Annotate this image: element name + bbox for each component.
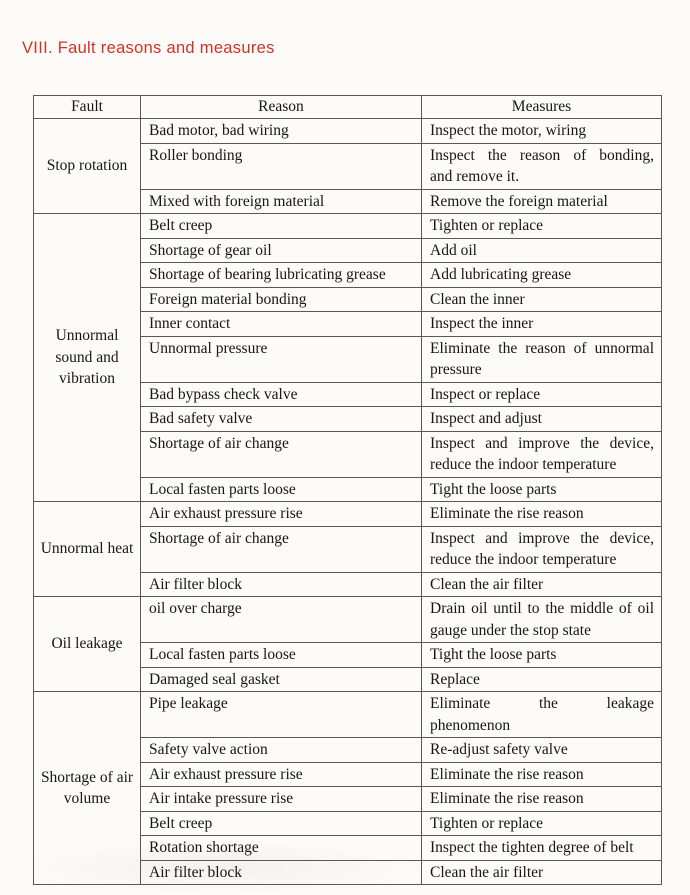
table-row [34, 502, 662, 527]
reason-cell: Local fasten parts loose [141, 477, 422, 502]
measure-cell: Clean the inner [422, 287, 662, 312]
reason-cell: Bad safety valve [141, 407, 422, 432]
measure-cell: Tight the loose parts [422, 643, 662, 668]
col-header-fault: Fault [34, 96, 141, 119]
measure-cell: Tighten or replace [422, 811, 662, 836]
measure-cell: Clean the air filter [422, 572, 662, 597]
cell-line: Inspect and improve the device, [430, 529, 654, 547]
measure-cell [422, 143, 662, 189]
table-header [34, 96, 662, 119]
fault-cell-oil-leakage: Oil leakage [34, 597, 141, 692]
measure-cell: Eliminate the rise reason [422, 502, 662, 527]
reason-cell: Air intake pressure rise [141, 787, 422, 812]
measure-cell: Clean the air filter [422, 860, 662, 885]
reason-cell: Roller bonding [141, 143, 422, 189]
measure-cell: Add oil [422, 238, 662, 263]
table-row [34, 119, 662, 144]
measure-cell: Add lubricating grease [422, 263, 662, 288]
cell-line: phenomenon [430, 716, 511, 734]
fault-table [33, 95, 662, 885]
reason-cell: Shortage of air change [141, 526, 422, 572]
reason-cell: Shortage of bearing lubricating grease [141, 263, 422, 288]
reason-cell: Safety valve action [141, 738, 422, 763]
reason-cell: Shortage of air change [141, 431, 422, 477]
fault-cell-unnormal-heat: Unnormal heat [34, 502, 141, 597]
reason-cell: Air filter block [141, 572, 422, 597]
cell-line: Inspect and improve the device, [430, 434, 654, 452]
table-body [34, 119, 662, 885]
table-row [34, 597, 662, 643]
measure-cell: Eliminate the rise reason [422, 762, 662, 787]
reason-cell: Bad bypass check valve [141, 382, 422, 407]
measure-cell: Eliminate the rise reason [422, 787, 662, 812]
measure-cell: Inspect the inner [422, 312, 662, 337]
measure-cell: Replace [422, 667, 662, 692]
reason-cell: Mixed with foreign material [141, 189, 422, 214]
reason-cell: Foreign material bonding [141, 287, 422, 312]
measure-cell: Tighten or replace [422, 214, 662, 239]
reason-cell: Air filter block [141, 860, 422, 885]
cell-line: pressure [430, 361, 482, 378]
measure-cell [422, 692, 662, 738]
reason-cell: oil over charge [141, 597, 422, 643]
measure-cell: Remove the foreign material [422, 189, 662, 214]
fault-cell-unnormal-sound-and-vibration: Unnormal sound and vibration [34, 214, 141, 502]
reason-cell: Belt creep [141, 214, 422, 239]
cell-line: Inspect the reason of bonding, [430, 146, 654, 164]
cell-line: gauge under the stop state [430, 621, 591, 639]
measure-cell [422, 336, 662, 382]
measure-cell: Inspect the tighten degree of belt [422, 836, 662, 861]
reason-cell: Local fasten parts loose [141, 643, 422, 668]
reason-cell: Air exhaust pressure rise [141, 762, 422, 787]
col-header-measures: Measures [422, 96, 662, 119]
reason-cell: Pipe leakage [141, 692, 422, 738]
col-header-reason: Reason [141, 96, 422, 119]
reason-cell: Unnormal pressure [141, 336, 422, 382]
reason-cell: Rotation shortage [141, 836, 422, 861]
fault-cell-shortage-of-air-volume: Shortage of air volume [34, 692, 141, 885]
table-row [34, 214, 662, 239]
measure-cell: Inspect and adjust [422, 407, 662, 432]
cell-line: Eliminate the leakage [430, 695, 654, 712]
measure-cell [422, 597, 662, 643]
cell-line: and remove it. [430, 168, 520, 185]
table-row [34, 692, 662, 738]
measure-cell: Inspect or replace [422, 382, 662, 407]
measure-cell: Inspect the motor, wiring [422, 119, 662, 144]
measure-cell: Re-adjust safety valve [422, 738, 662, 763]
fault-cell-stop-rotation: Stop rotation [34, 119, 141, 214]
measure-cell: Tight the loose parts [422, 477, 662, 502]
reason-cell: Air exhaust pressure rise [141, 502, 422, 527]
measure-cell [422, 526, 662, 572]
cell-line: reduce the indoor temperature [430, 551, 617, 568]
reason-cell: Shortage of gear oil [141, 238, 422, 263]
header-row [34, 96, 662, 119]
page-title: VIII. Fault reasons and measures [22, 39, 275, 57]
cell-line: Eliminate the reason of unnormal [430, 339, 654, 357]
reason-cell: Damaged seal gasket [141, 667, 422, 692]
reason-cell: Inner contact [141, 312, 422, 337]
reason-cell: Belt creep [141, 811, 422, 836]
reason-cell: Bad motor, bad wiring [141, 119, 422, 144]
cell-line: reduce the indoor temperature [430, 456, 617, 473]
cell-line: Drain oil until to the middle of oil [430, 600, 654, 617]
measure-cell [422, 431, 662, 477]
